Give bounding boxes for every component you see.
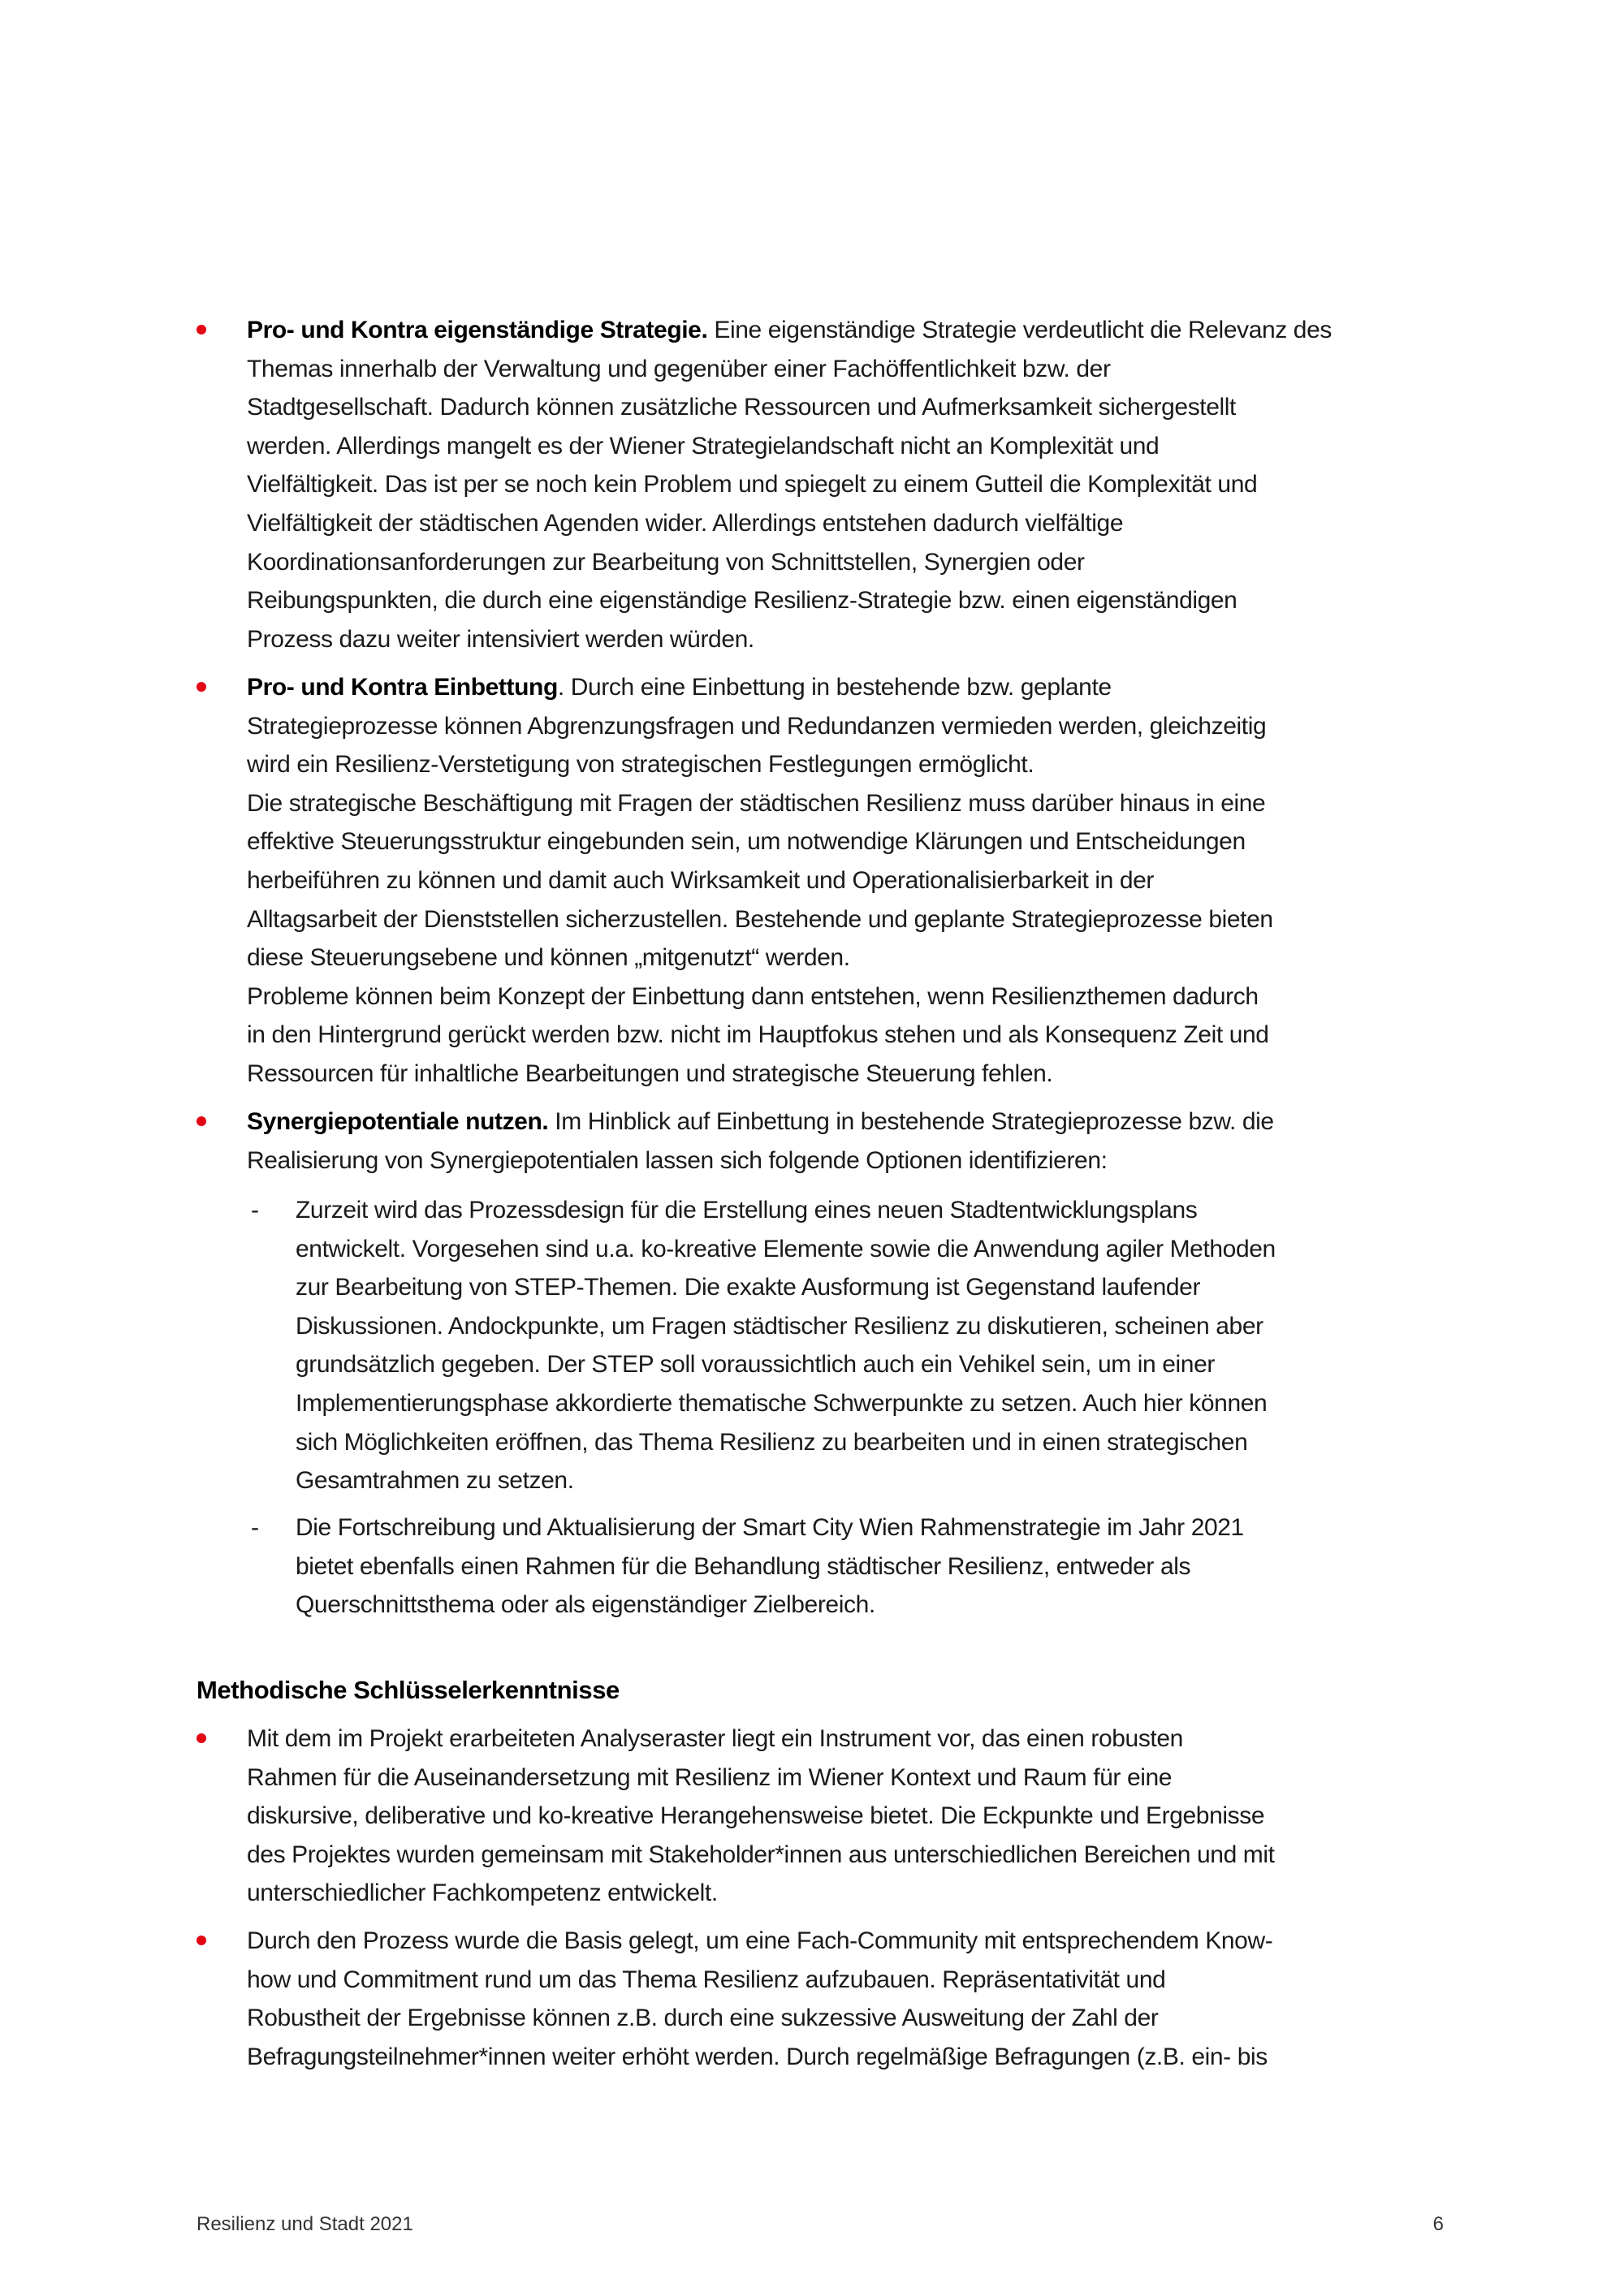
text-line <box>247 350 1457 389</box>
bullet-list-item <box>247 1103 1457 1180</box>
text-line <box>247 504 1457 543</box>
text-line <box>247 543 1457 582</box>
text-line <box>296 1586 1457 1625</box>
line-text: Die strategische Beschäftigung mit Fragen der städtischen Resilienz muss darüber hinaus in eine <box>247 789 1266 817</box>
line-text: Strategieprozesse können Abgrenzungsfragen und Redundanzen vermieden werden, gleichzeitig <box>247 712 1267 740</box>
line-text: in den Hintergrund gerückt werden bzw. nicht im Hauptfokus stehen und als Konsequenz Zeit und <box>247 1021 1269 1049</box>
line-text: Diskussionen. Andockpunkte, um Fragen städtischer Resilienz zu diskutieren, scheinen aber <box>296 1312 1263 1340</box>
line-text: Stadtgesellschaft. Dadurch können zusätzliche Ressourcen und Aufmerksamkeit sichergestellt <box>247 394 1236 421</box>
line-text: sich Möglichkeiten eröffnen, das Thema Resilienz zu bearbeiten und in einen strategischen <box>296 1428 1248 1456</box>
text-line <box>247 745 1457 784</box>
line-text: . Durch eine Einbettung in bestehende bzw. geplante <box>557 674 1112 701</box>
text-line <box>247 388 1457 427</box>
line-text: Die Fortschreibung und Aktualisierung der Smart City Wien Rahmenstrategie im Jahr 2021 <box>296 1514 1244 1541</box>
line-text: Alltagsarbeit der Dienststellen sicherzustellen. Bestehende und geplante Strategieprozesse bieten <box>247 905 1273 933</box>
text-line <box>247 707 1457 746</box>
line-text: Eine eigenständige Strategie verdeutlicht die Relevanz des <box>707 317 1332 343</box>
text-line <box>247 465 1457 504</box>
line-text: Robustheit der Ergebnisse können z.B. durch eine sukzessive Ausweitung der Zahl der <box>247 2005 1159 2032</box>
text-line <box>296 1230 1457 1269</box>
text-line <box>247 1874 1457 1913</box>
line-text: entwickelt. Vorgesehen sind u.a. ko-kreative Elemente sowie die Anwendung agiler Methoden <box>296 1235 1276 1262</box>
dash-marker: - <box>251 1514 259 1541</box>
line-text: diese Steuerungsebene und können „mitgenutzt“ werden. <box>247 944 850 972</box>
line-text: Befragungsteilnehmer*innen weiter erhöht werden. Durch regelmäßige Befragungen (z.B. ein- bis <box>247 2043 1268 2070</box>
line-text: Rahmen für die Auseinandersetzung mit Resilienz im Wiener Kontext und Raum für eine <box>247 1763 1173 1791</box>
line-text: herbeiführen zu können und damit auch Wirksamkeit und Operationalisierbarkeit in der <box>247 866 1155 894</box>
line-text: Gesamtrahmen zu setzen. <box>296 1467 574 1495</box>
sub-list-item <box>251 1191 1457 1500</box>
text-line <box>296 1191 1457 1230</box>
bullet-icon <box>197 1936 206 1945</box>
bullet-list-item <box>247 1922 1457 2076</box>
text-line <box>296 1345 1457 1384</box>
text-line <box>247 939 1457 978</box>
line-text: Realisierung von Synergiepotentialen lassen sich folgende Optionen identifizieren: <box>247 1146 1108 1174</box>
line-text: Reibungspunkten, die durch eine eigenständige Resilienz-Strategie bzw. einen eigenständigen <box>247 587 1237 615</box>
line-text: Mit dem im Projekt erarbeiteten Analyseraster liegt ein Instrument vor, das einen robusten <box>247 1725 1183 1752</box>
bold-lead: Pro- und Kontra Einbettung <box>247 674 558 701</box>
line-text: bietet ebenfalls einen Rahmen für die Behandlung städtischer Resilienz, entweder als <box>296 1552 1191 1580</box>
line-text: Vielfältigkeit der städtischen Agenden wider. Allerdings entstehen dadurch vielfältige <box>247 509 1124 537</box>
text-line <box>247 1720 1457 1759</box>
text-line <box>247 1016 1457 1055</box>
text-line <box>247 1759 1457 1798</box>
text-line <box>247 784 1457 823</box>
line-text: wird ein Resilienz-Verstetigung von strategischen Festlegungen ermöglicht. <box>247 751 1034 779</box>
section-heading: Methodische Schlüsselerkenntnisse <box>197 1676 620 1704</box>
line-text: Vielfältigkeit. Das ist per se noch kein Problem und spiegelt zu einem Gutteil die Komplexität und <box>247 471 1258 498</box>
text-line <box>247 581 1457 620</box>
text-line <box>247 1103 1457 1142</box>
text-line <box>247 1961 1457 2000</box>
bullet-list-item <box>247 311 1457 658</box>
text-line <box>247 311 1457 350</box>
line-text: zur Bearbeitung von STEP-Themen. Die exakte Ausformung ist Gegenstand laufender <box>296 1274 1201 1301</box>
text-line <box>296 1307 1457 1346</box>
dash-marker: - <box>251 1197 259 1224</box>
line-text: Ressourcen für inhaltliche Bearbeitungen und strategische Steuerung fehlen. <box>247 1060 1053 1087</box>
line-text: unterschiedlicher Fachkompetenz entwickelt. <box>247 1880 718 1907</box>
text-line <box>247 1922 1457 1961</box>
text-line <box>296 1423 1457 1462</box>
text-line <box>247 668 1457 707</box>
line-text: grundsätzlich gegeben. Der STEP soll voraussichtlich auch ein Vehikel sein, um in einer <box>296 1351 1215 1379</box>
line-text: des Projektes wurden gemeinsam mit Stakeholder*innen aus unterschiedlichen Bereichen und mit <box>247 1841 1275 1868</box>
line-text: diskursive, deliberative und ko-kreative Herangehensweise bietet. Die Eckpunkte und Ergebnisse <box>247 1802 1265 1830</box>
bullet-icon <box>197 325 206 334</box>
line-text: effektive Steuerungsstruktur eingebunden sein, um notwendige Klärungen und Entscheidungen <box>247 828 1246 856</box>
text-line <box>247 1836 1457 1875</box>
line-text: Implementierungsphase akkordierte thematische Schwerpunkte zu setzen. Auch hier können <box>296 1389 1268 1417</box>
text-line <box>296 1461 1457 1500</box>
text-line <box>296 1268 1457 1307</box>
page-number: 6 <box>1432 2213 1444 2235</box>
text-line <box>247 822 1457 861</box>
line-text: werden. Allerdings mangelt es der Wiener Strategielandschaft nicht an Komplexität und <box>247 432 1160 460</box>
text-line <box>247 1999 1457 2038</box>
text-line <box>247 1055 1457 1094</box>
bullet-list-item <box>247 1720 1457 1913</box>
line-text: Durch den Prozess wurde die Basis gelegt, um eine Fach-Community mit entsprechendem Know- <box>247 1927 1273 1954</box>
text-line <box>247 620 1457 659</box>
text-line <box>247 2038 1457 2077</box>
text-line <box>296 1508 1457 1547</box>
line-text: Prozess dazu weiter intensiviert werden würden. <box>247 625 754 653</box>
line-text: Probleme können beim Konzept der Einbettung dann entstehen, wenn Resilienzthemen dadurch <box>247 982 1259 1010</box>
bold-lead: Synergiepotentiale nutzen. <box>247 1108 549 1135</box>
text-line <box>296 1547 1457 1586</box>
line-text: Koordinationsanforderungen zur Bearbeitung von Schnittstellen, Synergien oder <box>247 548 1085 576</box>
bold-lead: Pro- und Kontra eigenständige Strategie. <box>247 317 708 343</box>
line-text: Querschnittsthema oder als eigenständiger Zielbereich. <box>296 1591 875 1619</box>
line-text: how und Commitment rund um das Thema Resilienz aufzubauen. Repräsentativität und <box>247 1966 1166 1993</box>
text-line <box>247 427 1457 466</box>
line-text: Themas innerhalb der Verwaltung und gegenüber einer Fachöffentlichkeit bzw. der <box>247 355 1111 382</box>
bullet-list-item <box>247 668 1457 1094</box>
sub-list-item <box>251 1508 1457 1625</box>
line-text: Im Hinblick auf Einbettung in bestehende Strategieprozesse bzw. die <box>548 1108 1274 1135</box>
bullet-icon <box>197 1733 206 1743</box>
bullet-icon <box>197 1116 206 1126</box>
text-line <box>247 1142 1457 1180</box>
line-text: Zurzeit wird das Prozessdesign für die Erstellung eines neuen Stadtentwicklungsplans <box>296 1197 1198 1224</box>
footer-title: Resilienz und Stadt 2021 <box>197 2213 413 2235</box>
text-line <box>296 1384 1457 1423</box>
text-line <box>247 900 1457 939</box>
text-line <box>247 978 1457 1016</box>
text-line <box>247 861 1457 900</box>
text-line <box>247 1797 1457 1836</box>
bullet-icon <box>197 682 206 692</box>
